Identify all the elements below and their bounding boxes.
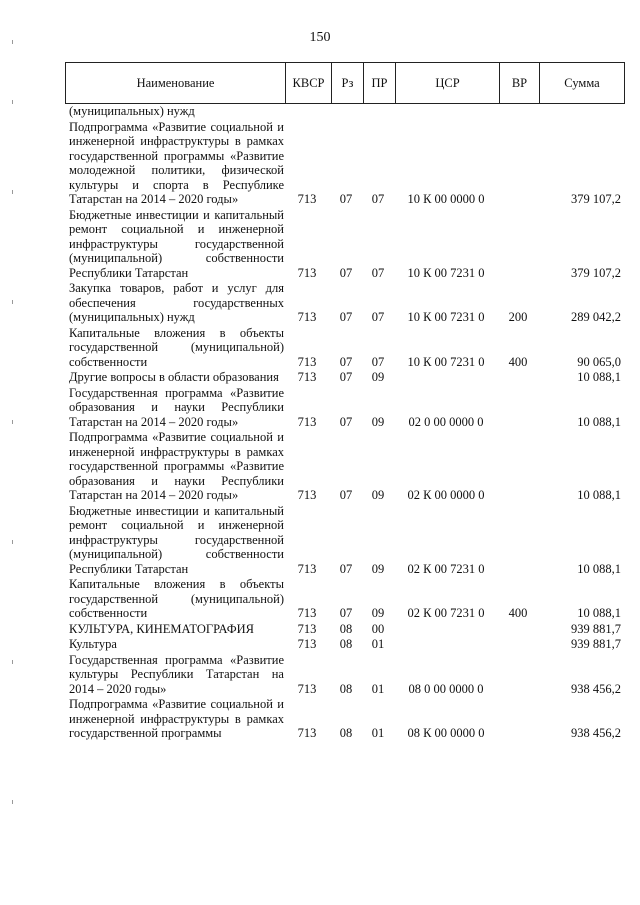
row-vr: 200 xyxy=(508,310,528,324)
row-vr: 400 xyxy=(508,354,528,369)
row-name: Государственная программа «Развитие культуры Республики Татарстан на 2014 – 2020 годы» xyxy=(69,652,284,696)
row-csr: 02 К 00 7231 0 xyxy=(407,561,485,576)
binding-margin-marks xyxy=(12,40,14,860)
row-rz: 07 xyxy=(339,192,353,206)
row-csr: 08 К 00 0000 0 xyxy=(407,726,485,740)
column-header-vr: ВР xyxy=(500,63,540,103)
table-row xyxy=(65,637,625,652)
row-pr: 09 xyxy=(371,561,385,576)
column-header-rz: Рз xyxy=(332,63,364,103)
table-row xyxy=(65,370,625,385)
row-sum: 10 088,1 xyxy=(577,414,621,429)
row-name: Подпрограмма «Развитие социальной и инженерной инфраструктуры в рамках государственной программы «Развитие образования и науки Республики Татарстан на 2014 – 2020 годы» xyxy=(69,430,284,502)
table-header xyxy=(65,62,625,104)
row-name: Капитальные вложения в объекты государственной (муниципальной) собственности xyxy=(69,325,284,369)
row-name: Другие вопросы в области образования xyxy=(69,370,279,384)
row-kvsr: 713 xyxy=(297,637,317,651)
row-csr: 10 К 00 7231 0 xyxy=(407,265,485,280)
row-rz: 07 xyxy=(339,606,353,620)
row-rz: 07 xyxy=(339,354,353,369)
table-row xyxy=(65,386,625,430)
row-kvsr: 713 xyxy=(297,192,317,206)
row-pr: 09 xyxy=(371,488,385,502)
row-rz: 07 xyxy=(339,310,353,324)
row-csr: 02 0 00 0000 0 xyxy=(408,414,484,429)
row-name: Подпрограмма «Развитие социальной и инженерной инфраструктуры в рамках государственной программы «Развитие молодежной политики, физической культуры и спорта в Республике Татарстан на 2014 – 2020 годы» xyxy=(69,119,284,206)
row-sum: 379 107,2 xyxy=(571,192,621,206)
row-name: Государственная программа «Развитие образования и науки Республики Татарстан на 2014 – 2020 годы» xyxy=(69,385,284,429)
row-pr: 07 xyxy=(371,310,385,324)
column-header-pr: ПР xyxy=(364,63,396,103)
table-row xyxy=(65,622,625,637)
row-csr: 10 К 00 7231 0 xyxy=(407,310,485,324)
row-csr: 02 К 00 0000 0 xyxy=(407,488,485,502)
row-sum: 938 456,2 xyxy=(571,726,621,740)
row-sum: 289 042,2 xyxy=(571,310,621,324)
column-header-kvsr: КВСР xyxy=(286,63,332,103)
row-name: Культура xyxy=(69,637,117,651)
row-csr: 10 К 00 0000 0 xyxy=(407,192,485,206)
row-rz: 07 xyxy=(339,561,353,576)
row-pr: 01 xyxy=(371,637,385,651)
row-kvsr: 713 xyxy=(297,370,317,384)
row-rz: 07 xyxy=(339,488,353,502)
row-kvsr: 713 xyxy=(297,265,317,280)
table-row xyxy=(65,430,625,503)
column-header-sum: Сумма xyxy=(564,75,600,90)
row-sum: 10 088,1 xyxy=(577,488,621,502)
row-name: Капитальные вложения в объекты государственной (муниципальной) собственности xyxy=(69,577,284,620)
row-kvsr: 713 xyxy=(297,310,317,324)
row-rz: 08 xyxy=(339,637,353,651)
row-kvsr: 713 xyxy=(297,488,317,502)
row-name: Подпрограмма «Развитие социальной и инженерной инфраструктуры в рамках государственной программы xyxy=(69,697,284,740)
row-rz: 08 xyxy=(339,726,353,740)
row-pr: 01 xyxy=(371,681,385,696)
row-sum: 379 107,2 xyxy=(571,265,621,280)
column-header-name: Наименование xyxy=(66,63,286,103)
row-pr: 07 xyxy=(371,265,385,280)
row-pr: 00 xyxy=(371,621,385,636)
row-name: КУЛЬТУРА, КИНЕМАТОГРАФИЯ xyxy=(69,621,254,636)
table-row xyxy=(65,697,625,741)
row-rz: 08 xyxy=(339,621,353,636)
row-kvsr: 713 xyxy=(297,726,317,740)
table-row xyxy=(65,326,625,370)
row-pr: 09 xyxy=(371,606,385,620)
row-csr: 02 К 00 7231 0 xyxy=(407,606,485,620)
table-row xyxy=(65,281,625,325)
table-row xyxy=(65,504,625,577)
row-name: Бюджетные инвестиции и капитальный ремонт социальной и инженерной инфраструктуры государственной (муниципальной) собственности Республики Татарстан xyxy=(69,503,284,576)
row-rz: 07 xyxy=(339,370,353,384)
row-sum: 939 881,7 xyxy=(571,637,621,651)
row-pr: 07 xyxy=(371,192,385,206)
table-row xyxy=(65,104,625,119)
row-name: (муниципальных) нужд xyxy=(69,104,195,118)
row-sum: 939 881,7 xyxy=(571,621,621,636)
column-header-csr: ЦСР xyxy=(396,63,500,103)
row-csr: 10 К 00 7231 0 xyxy=(407,354,485,369)
row-sum: 938 456,2 xyxy=(571,681,621,696)
row-rz: 07 xyxy=(339,265,353,280)
row-kvsr: 713 xyxy=(297,681,317,696)
row-name: Бюджетные инвестиции и капитальный ремонт социальной и инженерной инфраструктуры государственной (муниципальной) собственности Республики Татарстан xyxy=(69,207,284,280)
table-row xyxy=(65,653,625,697)
table-row xyxy=(65,208,625,281)
row-rz: 08 xyxy=(339,681,353,696)
row-pr: 07 xyxy=(371,354,385,369)
row-pr: 01 xyxy=(371,726,385,740)
row-kvsr: 713 xyxy=(297,354,317,369)
row-sum: 90 065,0 xyxy=(577,354,621,369)
row-vr: 400 xyxy=(508,606,528,620)
row-kvsr: 713 xyxy=(297,414,317,429)
table-row xyxy=(65,577,625,621)
row-sum: 10 088,1 xyxy=(577,606,621,620)
budget-table-body xyxy=(65,104,625,742)
row-pr: 09 xyxy=(371,414,385,429)
table-row xyxy=(65,120,625,207)
row-name: Закупка товаров, работ и услуг для обеспечения государственных (муниципальных) нужд xyxy=(69,281,284,324)
row-kvsr: 713 xyxy=(297,621,317,636)
row-sum: 10 088,1 xyxy=(577,561,621,576)
row-rz: 07 xyxy=(339,414,353,429)
row-csr: 08 0 00 0000 0 xyxy=(408,681,484,696)
row-kvsr: 713 xyxy=(297,606,317,620)
page-number: 150 xyxy=(309,30,331,45)
row-kvsr: 713 xyxy=(297,561,317,576)
row-pr: 09 xyxy=(371,370,385,384)
row-sum: 10 088,1 xyxy=(577,370,621,384)
